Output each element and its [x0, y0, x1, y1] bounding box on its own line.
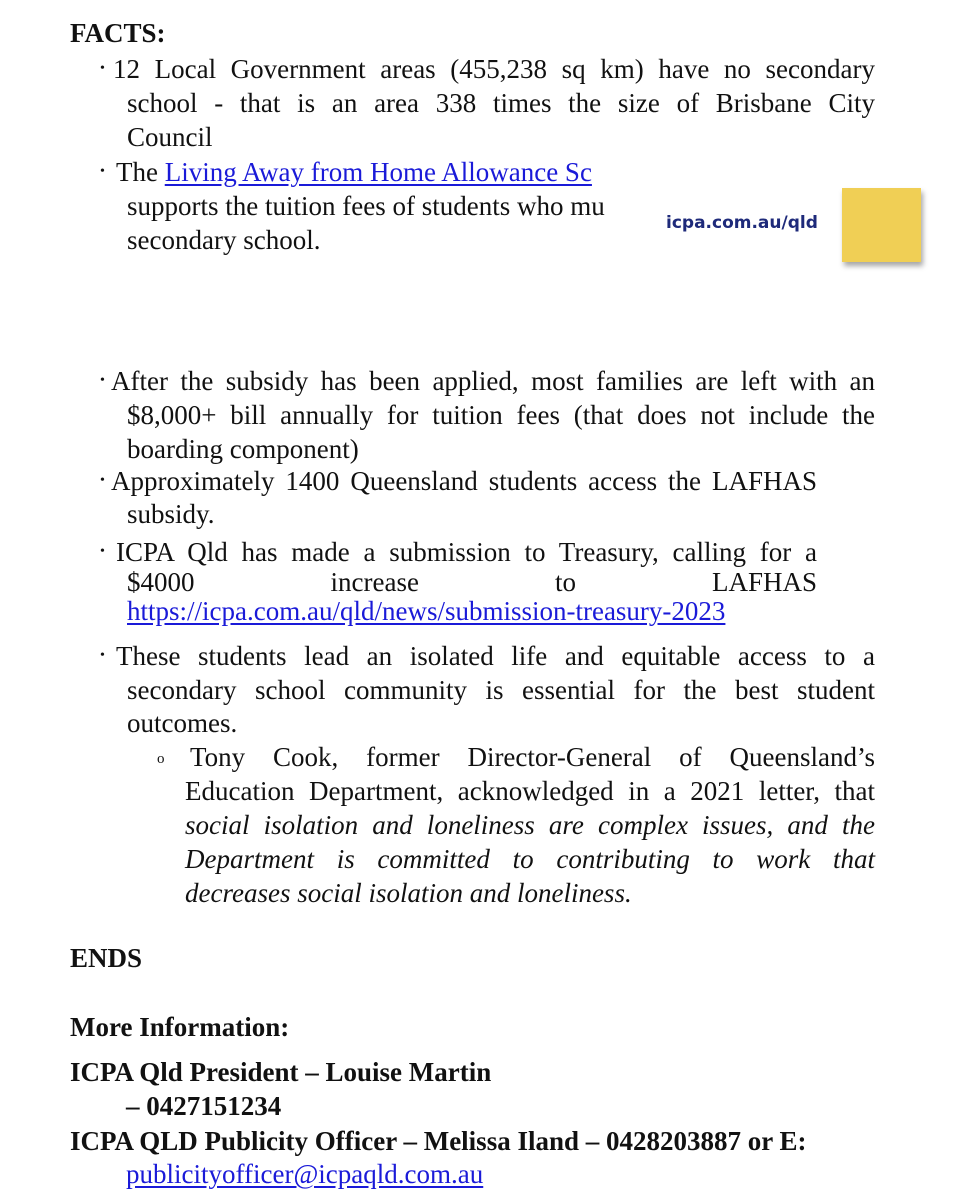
bullet-1-line-1: 12 Local Government areas (455,238 sq km) have no secondary	[113, 54, 875, 84]
bullet-icon: •	[100, 473, 105, 488]
bullet-3-line-2: $8,000+ bill annually for tuition fees (that does not include the	[127, 400, 875, 430]
bullet-icon: •	[100, 373, 105, 388]
bullet-2-line-2: supports the tuition fees of students who mu	[127, 191, 605, 221]
president-contact-line-2: – 0427151234	[126, 1091, 282, 1121]
bullet-icon: •	[100, 544, 105, 559]
president-contact-line-1: ICPA Qld President – Louise Martin	[70, 1057, 492, 1087]
bullet-icon: •	[100, 164, 105, 179]
bullet-2-line-3: secondary school.	[127, 225, 321, 255]
sub-bullet-line-3: social isolation and loneliness are complex issues, and the	[185, 810, 875, 840]
bullet-5-word-1: $4000	[127, 567, 195, 597]
sub-bullet-line-4: Department is committed to contributing to work that	[185, 844, 875, 874]
bullet-icon: •	[100, 61, 105, 76]
bullet-6-line-2: secondary school community is essential for the best student	[127, 675, 875, 705]
publicity-contact-line: ICPA QLD Publicity Officer – Melissa Iland – 0428203887 or E:	[70, 1126, 807, 1156]
bullet-3-line-3: boarding component)	[127, 434, 359, 464]
bullet-1-line-2: school - that is an area 338 times the size of Brisbane City	[127, 88, 875, 118]
bullet-1-line-3: Council	[127, 122, 213, 152]
watermark-url: icpa.com.au/qld	[666, 213, 818, 233]
bullet-4-line-1: Approximately 1400 Queensland students access the LAFHAS	[111, 466, 817, 496]
bullet-2-prefix: The	[116, 157, 158, 187]
sticky-note-icon	[842, 188, 921, 262]
email-link[interactable]: publicityofficer@icpaqld.com.au	[126, 1159, 484, 1189]
bullet-2-line-1	[116, 155, 592, 189]
bullet-4-line-2: subsidy.	[127, 499, 215, 529]
bullet-icon: •	[100, 648, 105, 663]
lafha-link[interactable]: Living Away from Home Allowance Sc	[164, 157, 592, 187]
bullet-3-line-1: After the subsidy has been applied, most families are left with an	[111, 366, 875, 396]
bullet-5-word-4: LAFHAS	[711, 567, 817, 597]
sub-bullet-icon: o	[157, 751, 165, 767]
sub-bullet-line-5: decreases social isolation and loneliness.	[185, 878, 632, 908]
bullet-6-line-3: outcomes.	[127, 708, 238, 738]
sub-bullet-line-2: Education Department, acknowledged in a 2021 letter, that	[185, 776, 875, 806]
submission-link-line	[127, 594, 725, 628]
email-line	[126, 1157, 483, 1191]
submission-link[interactable]: https://icpa.com.au/qld/news/submission-treasury-2023	[127, 596, 726, 626]
more-info-heading: More Information:	[70, 1012, 290, 1042]
sub-bullet-line-1: Tony Cook, former Director-General of Queensland’s	[190, 742, 875, 772]
bullet-5-word-2: increase	[330, 567, 419, 597]
bullet-5-word-3: to	[554, 567, 576, 597]
ends-label: ENDS	[70, 943, 143, 973]
bullet-5-line-1: ICPA Qld has made a submission to Treasury, calling for a	[116, 537, 817, 567]
facts-heading: FACTS:	[70, 18, 166, 48]
watermark-overlay	[664, 188, 926, 264]
bullet-6-line-1: These students lead an isolated life and equitable access to a	[116, 641, 875, 671]
